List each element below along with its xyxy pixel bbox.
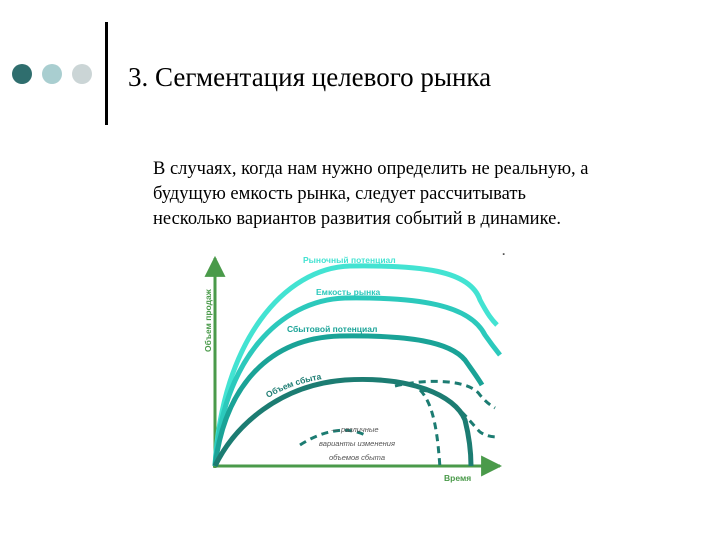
legend-line-2: варианты изменения xyxy=(319,439,395,448)
label-market-capacity: Емкость рынка xyxy=(316,287,381,297)
body-line-2: будущую емкость рынка, следует рассчитывать xyxy=(153,184,526,204)
dashed-legend xyxy=(319,425,395,462)
y-axis-label: Объем продаж xyxy=(203,289,213,352)
label-sales-potential: Сбытовой потенциал xyxy=(287,324,378,334)
label-sales-volume-path: Объем сбыта xyxy=(264,371,322,400)
legend-line-1: — различные xyxy=(331,425,379,434)
slide-title: 3. Сегментация целевого рынка xyxy=(128,62,492,92)
body-line-3: несколько вариантов развития событий в динамике. xyxy=(153,209,561,229)
dashed-variant-3 xyxy=(420,390,440,468)
body-line-1: В случаях, когда нам нужно определить не реальную, а xyxy=(153,159,589,179)
legend-line-3: объемов сбыта xyxy=(328,453,386,462)
label-market-potential: Рыночный потенциал xyxy=(303,255,396,265)
stray-mark: . xyxy=(502,244,506,258)
x-axis-label: Время xyxy=(444,473,472,483)
